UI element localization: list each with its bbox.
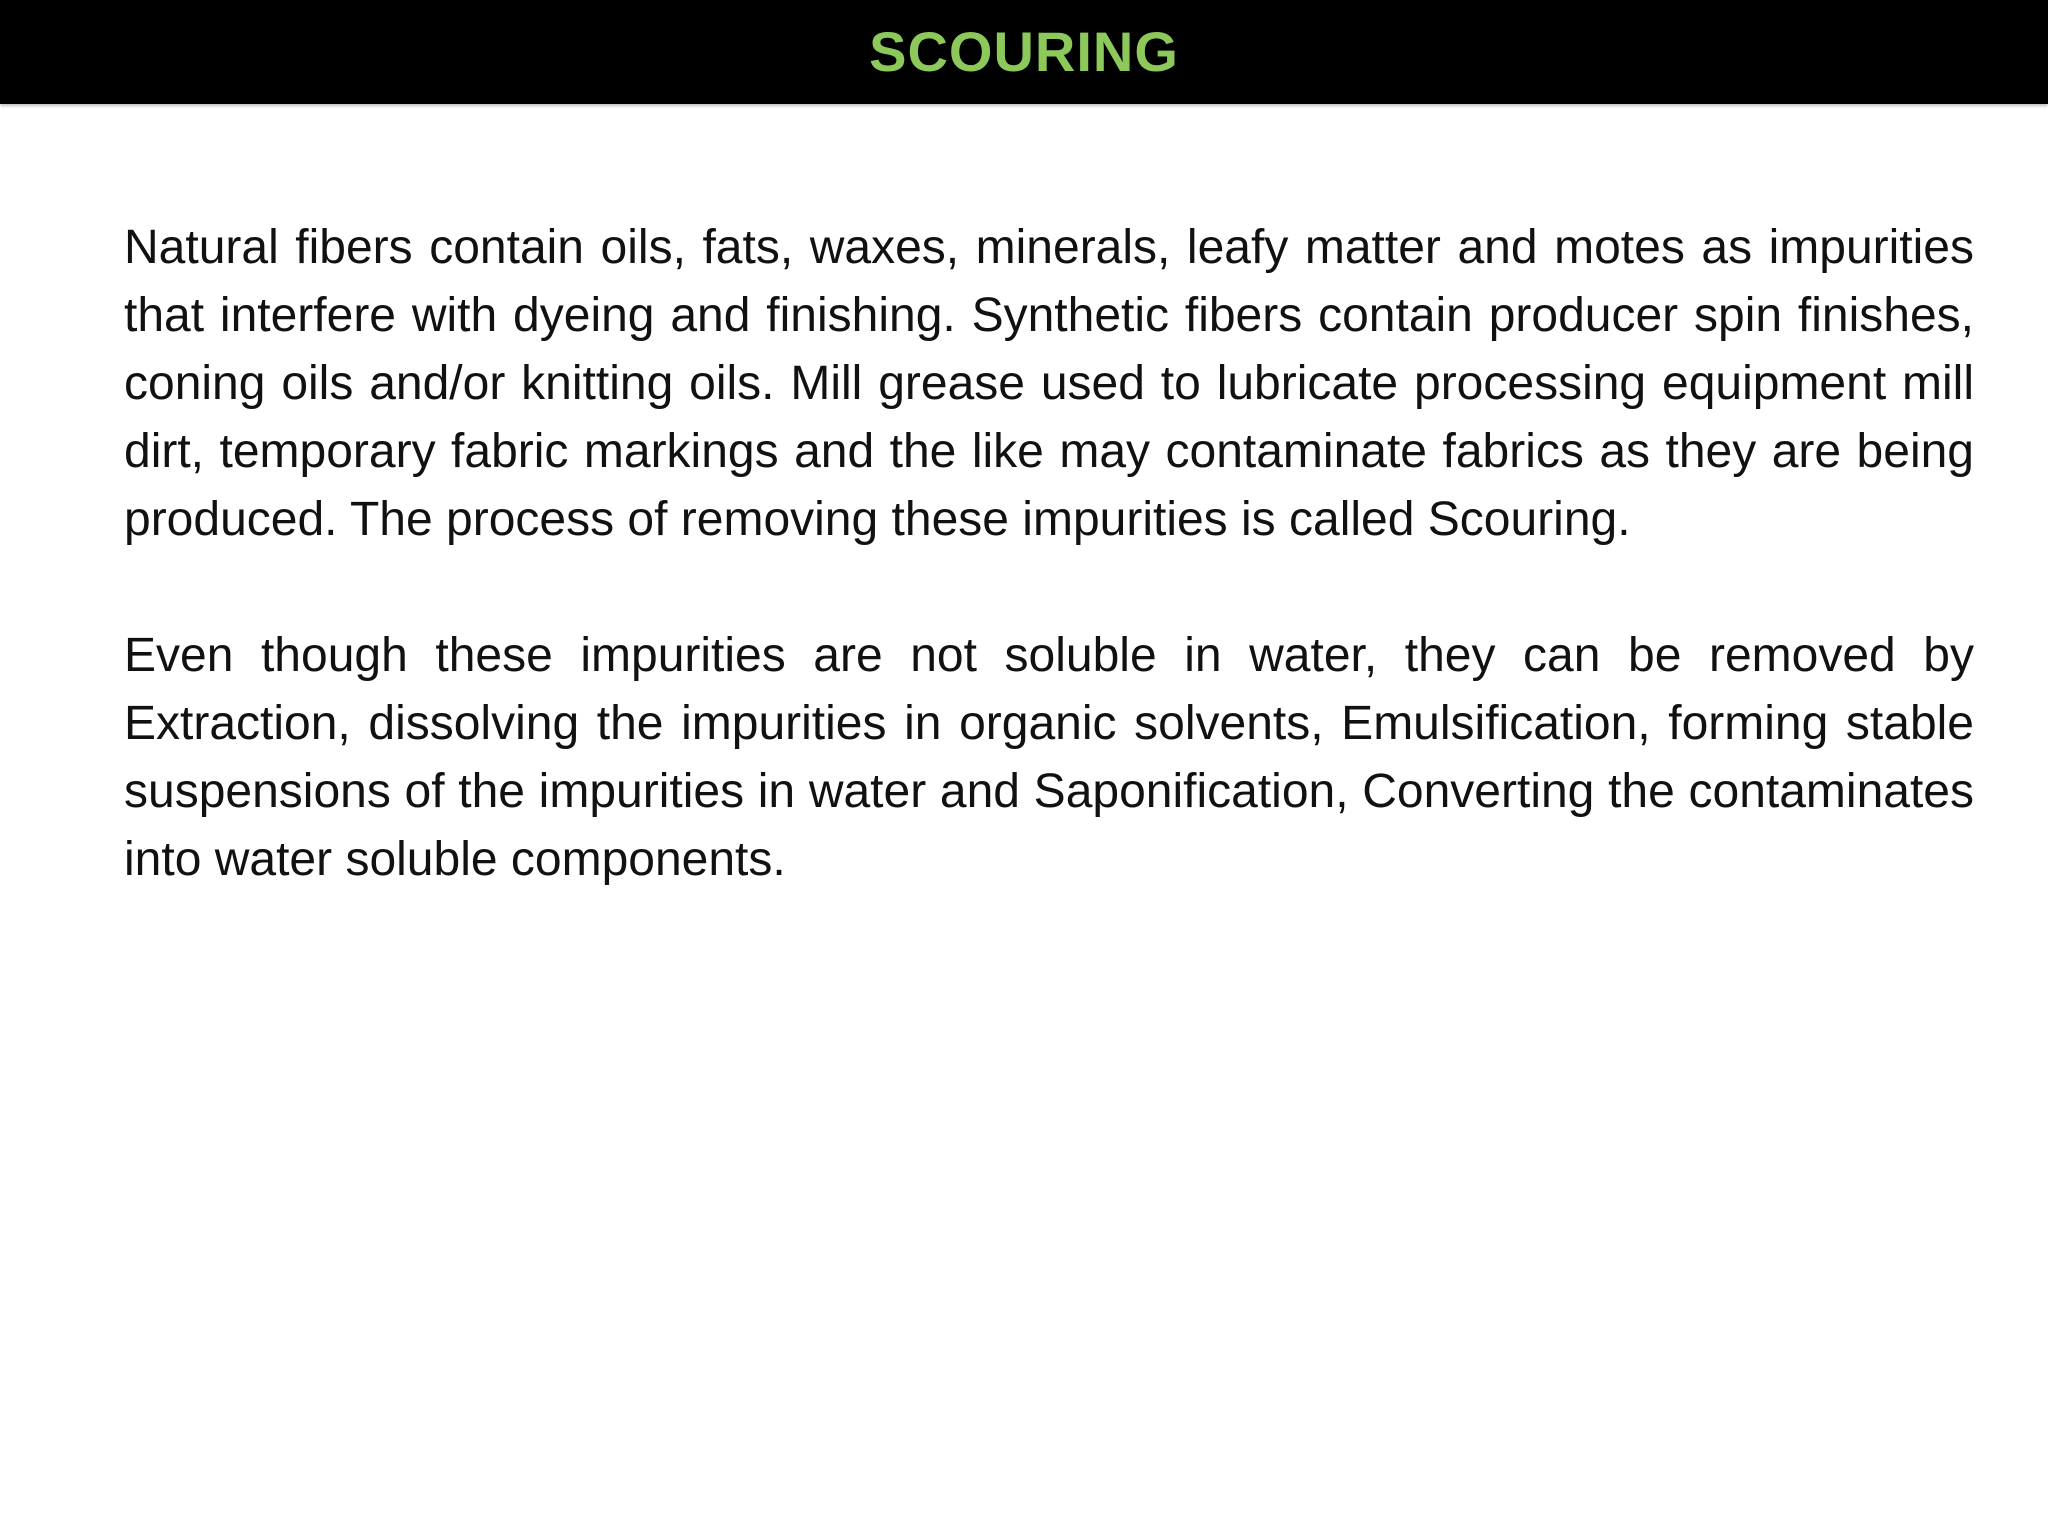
title-bar xyxy=(0,0,2048,104)
paragraph-2: Even though these impurities are not soluble in water, they can be removed by Extraction, dissolving the impurities in organic solvents, Emulsification, forming stable suspensions of the impurities in water and Saponification, Converting the contaminates into water soluble components. xyxy=(124,629,1974,886)
slide-title: SCOURING xyxy=(869,20,1179,83)
slide-body xyxy=(124,214,1974,894)
paragraph-1: Natural fibers contain oils, fats, waxes, minerals, leafy matter and motes as impurities that interfere with dyeing and finishing. Synthetic fibers contain producer spin finishes, coning oils and/or knitting oils. Mill grease used to lubricate processing equipment mill dirt, temporary fabric markings and the like may contaminate fabrics as they are being produced. The process of removing these impurities is called Scouring. xyxy=(124,221,1974,546)
